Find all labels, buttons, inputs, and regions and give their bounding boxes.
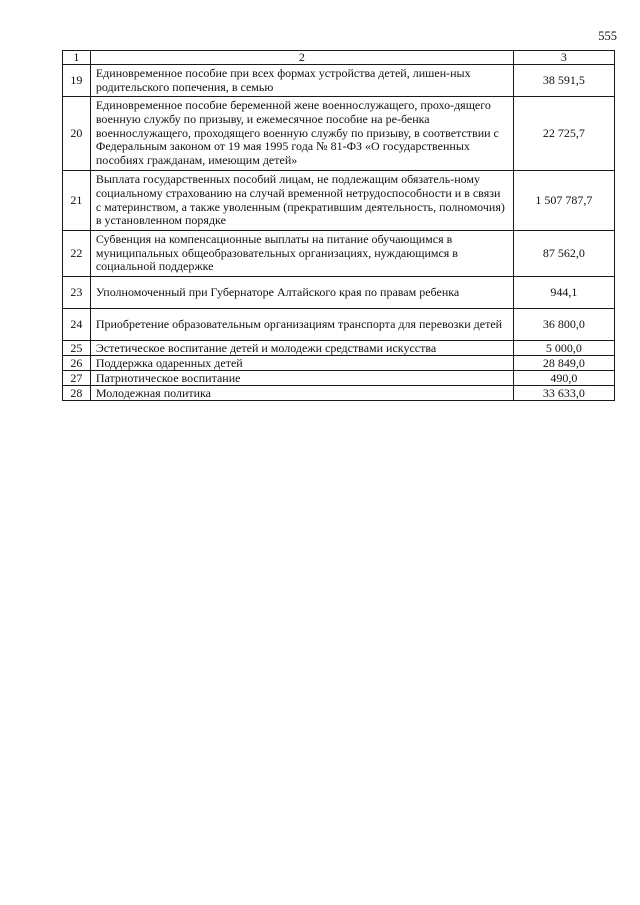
row-amount: 944,1	[513, 277, 614, 309]
row-description: Уполномоченный при Губернаторе Алтайского края по правам ребенка	[90, 277, 513, 309]
row-number: 21	[63, 171, 91, 231]
row-description: Патриотическое воспитание	[90, 371, 513, 386]
column-header-description: 2	[90, 51, 513, 65]
row-number: 23	[63, 277, 91, 309]
row-number: 19	[63, 65, 91, 97]
row-description: Единовременное пособие беременной жене военнослужащего, прохо-дящего военную службу по призыву, и ежемесячное пособие на ре-бенка военнослужащего, проходящего военную службу по призыву, в соответствии с Федеральным законом от 19 мая 1995 года № 81-ФЗ «О государственных пособиях гражданам, имеющим детей»	[90, 97, 513, 171]
row-amount: 33 633,0	[513, 386, 614, 401]
table-row	[63, 386, 615, 401]
page-number: 555	[598, 29, 617, 43]
row-amount: 1 507 787,7	[513, 171, 614, 231]
table-row	[63, 277, 615, 309]
row-description: Поддержка одаренных детей	[90, 356, 513, 371]
row-amount: 22 725,7	[513, 97, 614, 171]
table-row	[63, 371, 615, 386]
row-amount: 36 800,0	[513, 309, 614, 341]
row-amount: 38 591,5	[513, 65, 614, 97]
row-amount: 5 000,0	[513, 341, 614, 356]
table-row	[63, 65, 615, 97]
table-header-row	[63, 51, 615, 65]
row-number: 24	[63, 309, 91, 341]
table-row	[63, 171, 615, 231]
table-row	[63, 231, 615, 277]
row-number: 26	[63, 356, 91, 371]
row-amount: 490,0	[513, 371, 614, 386]
row-description: Молодежная политика	[90, 386, 513, 401]
row-number: 22	[63, 231, 91, 277]
column-header-number: 1	[63, 51, 91, 65]
row-description: Эстетическое воспитание детей и молодежи средствами искусства	[90, 341, 513, 356]
row-number: 25	[63, 341, 91, 356]
row-amount: 28 849,0	[513, 356, 614, 371]
row-number: 27	[63, 371, 91, 386]
row-description: Единовременное пособие при всех формах устройства детей, лишен-ных родительского попечения, в семью	[90, 65, 513, 97]
row-description: Субвенция на компенсационные выплаты на питание обучающимся в муниципальных общеобразовательных организациях, нуждающимся в социальной поддержке	[90, 231, 513, 277]
budget-table	[62, 50, 615, 401]
row-description: Выплата государственных пособий лицам, не подлежащим обязатель-ному социальному страхованию на случай временной нетрудоспособности и в связи с материнством, а также уволенным (прекратившим деятельность, полномочия) в установленном порядке	[90, 171, 513, 231]
table-row	[63, 341, 615, 356]
row-amount: 87 562,0	[513, 231, 614, 277]
table-row	[63, 356, 615, 371]
row-number: 28	[63, 386, 91, 401]
table-row	[63, 97, 615, 171]
column-header-amount: 3	[513, 51, 614, 65]
table-row	[63, 309, 615, 341]
row-description: Приобретение образовательным организациям транспорта для перевозки детей	[90, 309, 513, 341]
row-number: 20	[63, 97, 91, 171]
